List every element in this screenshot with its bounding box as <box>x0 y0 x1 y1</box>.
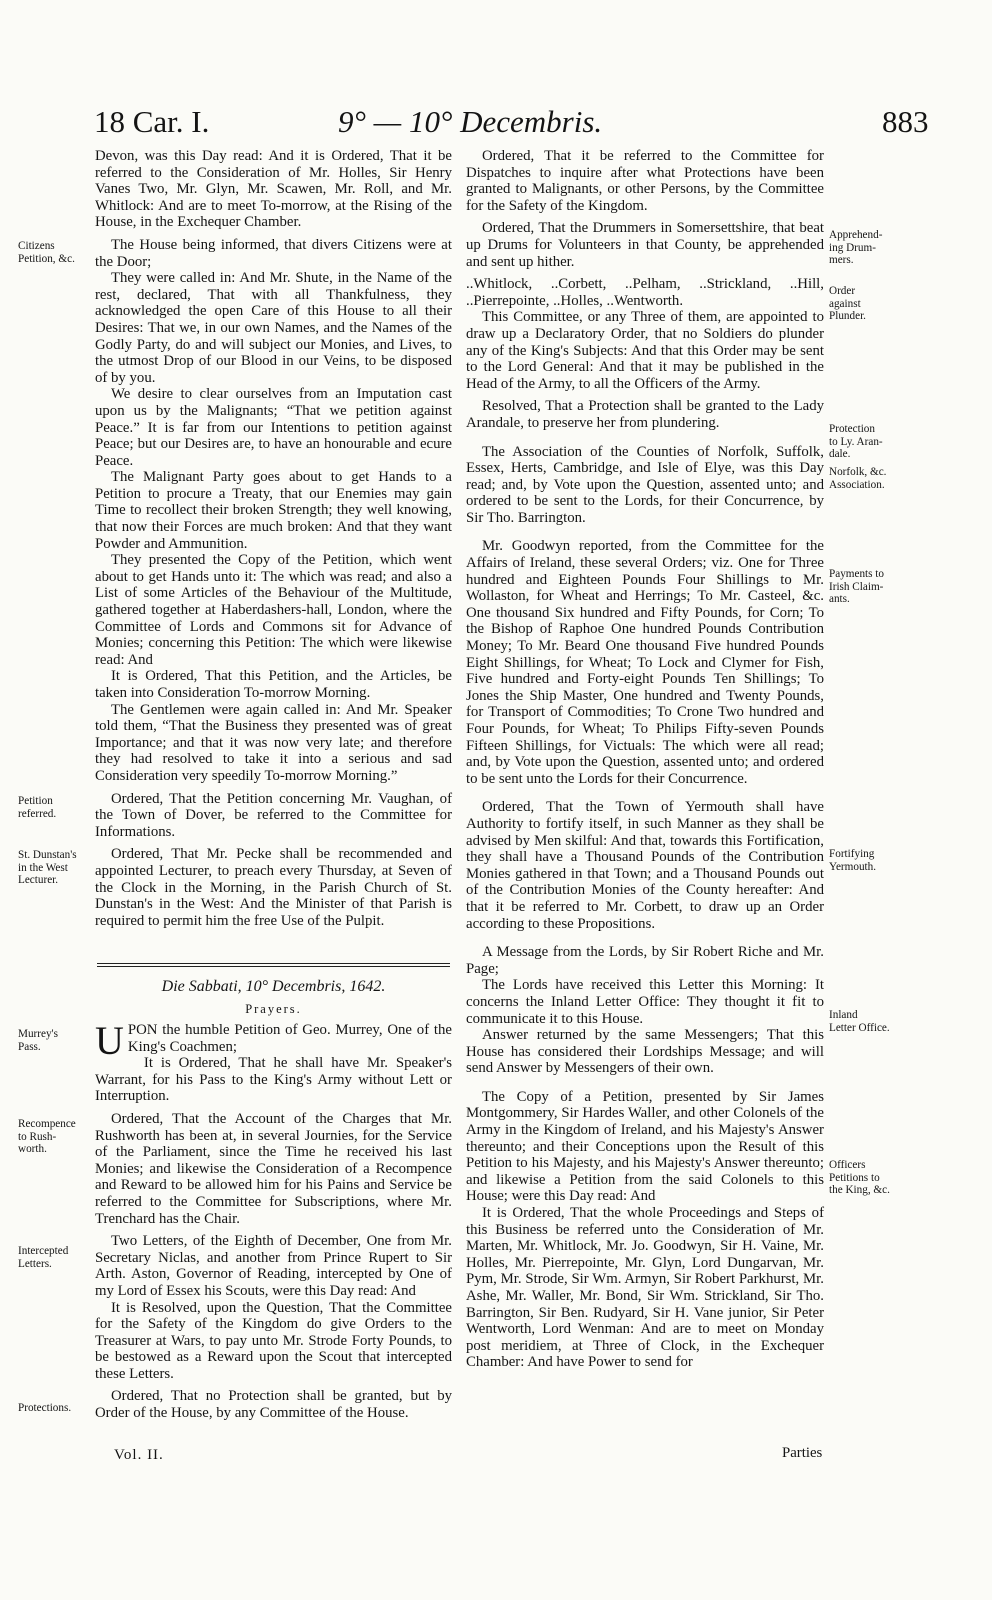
margin-note: Officers Petitions to the King, &c. <box>829 1159 890 1197</box>
margin-note: Order against Plunder. <box>829 285 866 323</box>
paragraph: This Committee, or any Three of them, are appointed to draw up a Declaratory Order, that no Soldiers do plunder any of the King's Subjects: And that this Order may be sent to the Lord General: And that it may be published in the Head of the Army, to all the Officers of the Army. <box>466 309 824 392</box>
paragraph: We desire to clear ourselves from an Imputation cast upon us by the Malignants; “That we petition against Peace.” It is far from our Intentions to petition against Peace; but our Desires are, to have an honourable and ecure Peace. <box>95 386 452 469</box>
paragraph: They were called in: And Mr. Shute, in the Name of the rest, declared, That with all Thankfulness, they acknowledged the open Care of this House to all their Desires: That we, in our own Names, and the Names of the Godly Party, do and will subject our Monies, and Lives, to the utmost Drop of our Blood in our Veins, to be disposed of by you. <box>95 270 452 386</box>
header-dates: 9° — 10° Decembris. <box>338 104 603 139</box>
paragraph: It is Ordered, That this Petition, and the Articles, be taken into Consideration To-morrow Morning. <box>95 668 452 701</box>
paragraph: Mr. Goodwyn reported, from the Committee for the Affairs of Ireland, these several Orders; viz. One for Three hundred and Eighteen Pounds Four Shillings to Mr. Wollaston, for Wheat and Herrings; To Mr. Casteel, &c. One thousand Six hundred and Fifty Pounds, for Corn; To the Bishop of Raphoe One hundred Pounds Contribution Money; To Mr. Beard One thousand Five hundred Pounds Eight Shillings, for Wheat; To Lock and Clymer for Fish, Five hundred and Forty-eight Pounds Ten Shillings; To Jones the Ship Master, One hundred and Twenty Pounds, for Transport of Commodities; To Crone Two hundred and Four Pounds, for Wheat; To Philips Fifty-seven Pounds Fifteen Shillings, for Victuals: The which were all read; and, by Vote upon the Question, assented unto; and ordered to be sent unto the Lords for their Concurrence. <box>466 538 824 787</box>
paragraph: Ordered, That no Protection shall be granted, but by Order of the House, by any Committee of the House. <box>95 1388 452 1422</box>
paragraph: It is Resolved, upon the Question, That the Committee for the Safety of the Kingdom do give Orders to the Treasurer at Wars, to pay unto Mr. Strode Forty Pounds, to be bestowed as a Reward upon the Scout that intercepted these Letters. <box>95 1299 452 1382</box>
margin-note: Protection to Ly. Aran- dale. <box>829 423 883 461</box>
paragraph: The Copy of a Petition, presented by Sir James Montgommery, Sir Hardes Waller, and other Colonels of the Army in the Kingdom of Ireland, and his Majesty's Answer thereunto; and their Conceptions upon the Result of this Petition to his Majesty, and his Majesty's Answer thereunto; and likewise a Petition from the said Colonels to this House; were this Day read: And <box>466 1088 824 1205</box>
margin-note: Citizens Petition, &c. <box>18 240 75 265</box>
paragraph: ..Whitlock, ..Corbett, ..Pelham, ..Strickland, ..Hill, ..Pierrepointe, ..Holles, ..Wentworth. <box>466 276 824 309</box>
paragraph: Ordered, That Mr. Pecke shall be recommended and appointed Lecturer, to preach every Thursday, at Seven of the Clock in the Morning, in the Parish Church of St. Dunstan's in the West: And the Minister of that Parish is required to permit him the free Use of the Pulpit. <box>95 846 452 929</box>
margin-note: Petition referred. <box>18 795 57 820</box>
paragraph: Two Letters, of the Eighth of December, One from Mr. Secretary Niclas, and another from Prince Rupert to Sir Arth. Aston, Governor of Reading, intercepted by One of my Lord of Essex his Scouts, were this Day read: And <box>95 1233 452 1299</box>
prayers-heading: Prayers. <box>245 1002 302 1016</box>
margin-note: Fortifying Yermouth. <box>829 848 877 873</box>
margin-note: Payments to Irish Claim- ants. <box>829 568 885 606</box>
left-column-continued <box>95 1018 452 1422</box>
paragraph: Ordered, That the Account of the Charges that Mr. Rushworth has been at, in several Journies, for the Service of the Parliament, since the Time he received his last Monies; and likewise the Consideration of a Recompence and Reward to be allowed him for his Pains and Service be referred to the Committee for Subscriptions, where Mr. Trenchard has the Chair. <box>95 1110 452 1227</box>
paragraph: The Malignant Party goes about to get Hands to a Petition to procure a Treaty, that our Enemies may gain Time to recollect their broken Strength; they well knowing, that now their Forces are much broken: And that they want Powder and Ammunition. <box>95 469 452 552</box>
section-title: Die Sabbati, 10° Decembris, 1642. <box>161 978 386 995</box>
paragraph: The Lords have received this Letter this Morning: It concerns the Inland Letter Office: They thought it fit to communicate it to this House. <box>466 977 824 1027</box>
paragraph: Devon, was this Day read: And it is Ordered, That it be referred to the Consideration of Mr. Holles, Sir Henry Vanes Two, Mr. Glyn, Mr. Scawen, Mr. Roll, and Mr. Whitlock: And are to meet To-morrow, at the Rising of the House, in the Exchequer Chamber. <box>95 148 452 231</box>
margin-note: Recompence to Rush- worth. <box>18 1118 76 1156</box>
paragraph: The House being informed, that divers Citizens were at the Door; <box>95 236 452 270</box>
paragraph: It is Ordered, That he shall have Mr. Speaker's Warrant, for his Pass to the King's Army without Lett or Interruption. <box>95 1055 452 1105</box>
drop-cap: U <box>95 1018 124 1063</box>
paragraph: Answer returned by the same Messengers; That this House has considered their Lordships Message; and will send Answer by Messengers of their own. <box>466 1027 824 1077</box>
paragraph: A Message from the Lords, by Sir Robert Riche and Mr. Page; <box>466 944 824 977</box>
section-rule <box>97 963 450 964</box>
running-header <box>0 100 992 144</box>
paragraph: PON the humble Petition of Geo. Murrey, One of the King's Coachmen; <box>127 1022 452 1055</box>
paragraph: Ordered, That it be referred to the Committee for Dispatches to inquire after what Protections have been granted to Malignants, or other Persons, by the Committee for the Safety of the Kingdom. <box>466 148 824 214</box>
margin-note: Apprehend- ing Drum- mers. <box>829 229 883 267</box>
margin-note: Norfolk, &c. Association. <box>829 466 887 491</box>
paragraph: Ordered, That the Drummers in Somersettshire, that beat up Drums for Volunteers in that County, be apprehended and sent up hither. <box>466 220 824 270</box>
margin-note: Protections. <box>18 1402 72 1414</box>
margin-note: Intercepted Letters. <box>18 1245 69 1270</box>
paragraph: The Gentlemen were again called in: And Mr. Speaker told them, “That the Business they presented was of great Importance; and that it was now very late; and therefore they had resolved to take it into a serious and sad Consideration very speedily To-morrow Morning.” <box>95 701 452 784</box>
left-column <box>95 148 452 929</box>
right-column <box>466 148 824 1371</box>
margin-note: St. Dunstan's in the West Lecturer. <box>18 849 77 887</box>
paragraph: Ordered, That the Town of Yermouth shall have Authority to fortify itself, in such Manner as they shall be advised by Men skilful: And that, towards this Fortification, they shall have a Thousand Pounds of the Contribution Monies gathered in that Town; and a Thousand Pounds out of the Contribution Monies of the County hereafter: And that it be referred to Mr. Corbett, to draw up an Order according to these Propositions. <box>466 799 824 932</box>
paragraph: The Association of the Counties of Norfolk, Suffolk, Essex, Herts, Cambridge, and Isle of Elye, was this Day read; and, by Vote upon the Question, assented unto; and ordered to be sent to the Lords, for their Concurrence, by Sir Tho. Barrington. <box>466 443 824 526</box>
section-rule <box>97 966 450 967</box>
header-regnal-year: 18 Car. I. <box>94 104 210 139</box>
margin-note: Inland Letter Office. <box>829 1009 890 1034</box>
margin-note: Murrey's Pass. <box>18 1028 58 1053</box>
page-number: 883 <box>882 104 929 139</box>
volume-footer: Vol. II. <box>114 1447 164 1463</box>
catchword: Parties <box>782 1445 823 1461</box>
paragraph: They presented the Copy of the Petition, which went about to get Hands unto it: The which was read; and also a List of some Articles of the Behaviour of the Multitude, gathered together at Haberdashers-hall, London, where the Committee of Lords and Commons sit for Advance of Monies; concerning this Petition: The which were likewise read: And <box>95 552 452 668</box>
paragraph: Resolved, That a Protection shall be granted to the Lady Arandale, to preserve her from plundering. <box>466 398 824 431</box>
paragraph: Ordered, That the Petition concerning Mr. Vaughan, of the Town of Dover, be referred to the Committee for Informations. <box>95 790 452 840</box>
paragraph: It is Ordered, That the whole Proceedings and Steps of this Business be referred unto the Consideration of Mr. Marten, Mr. Whitlock, Mr. Jo. Goodwyn, Sir H. Vaine, Mr. Holles, Mr. Pierrepointe, Mr. Glyn, Lord Dungarvan, Mr. Pym, Mr. Strode, Sir Wm. Armyn, Sir Robert Parkhurst, Mr. Ashe, Mr. Waller, Mr. Bond, Sir Wm. Strickland, Sir Tho. Barrington, Sir Ben. Rudyard, Sir H. Vane junior, Sir Peter Wentworth, Lord Wenman: And are to meet on Monday post meridiem, at Three of Clock, in the Exchequer Chamber: And have Power to send for <box>466 1205 824 1371</box>
